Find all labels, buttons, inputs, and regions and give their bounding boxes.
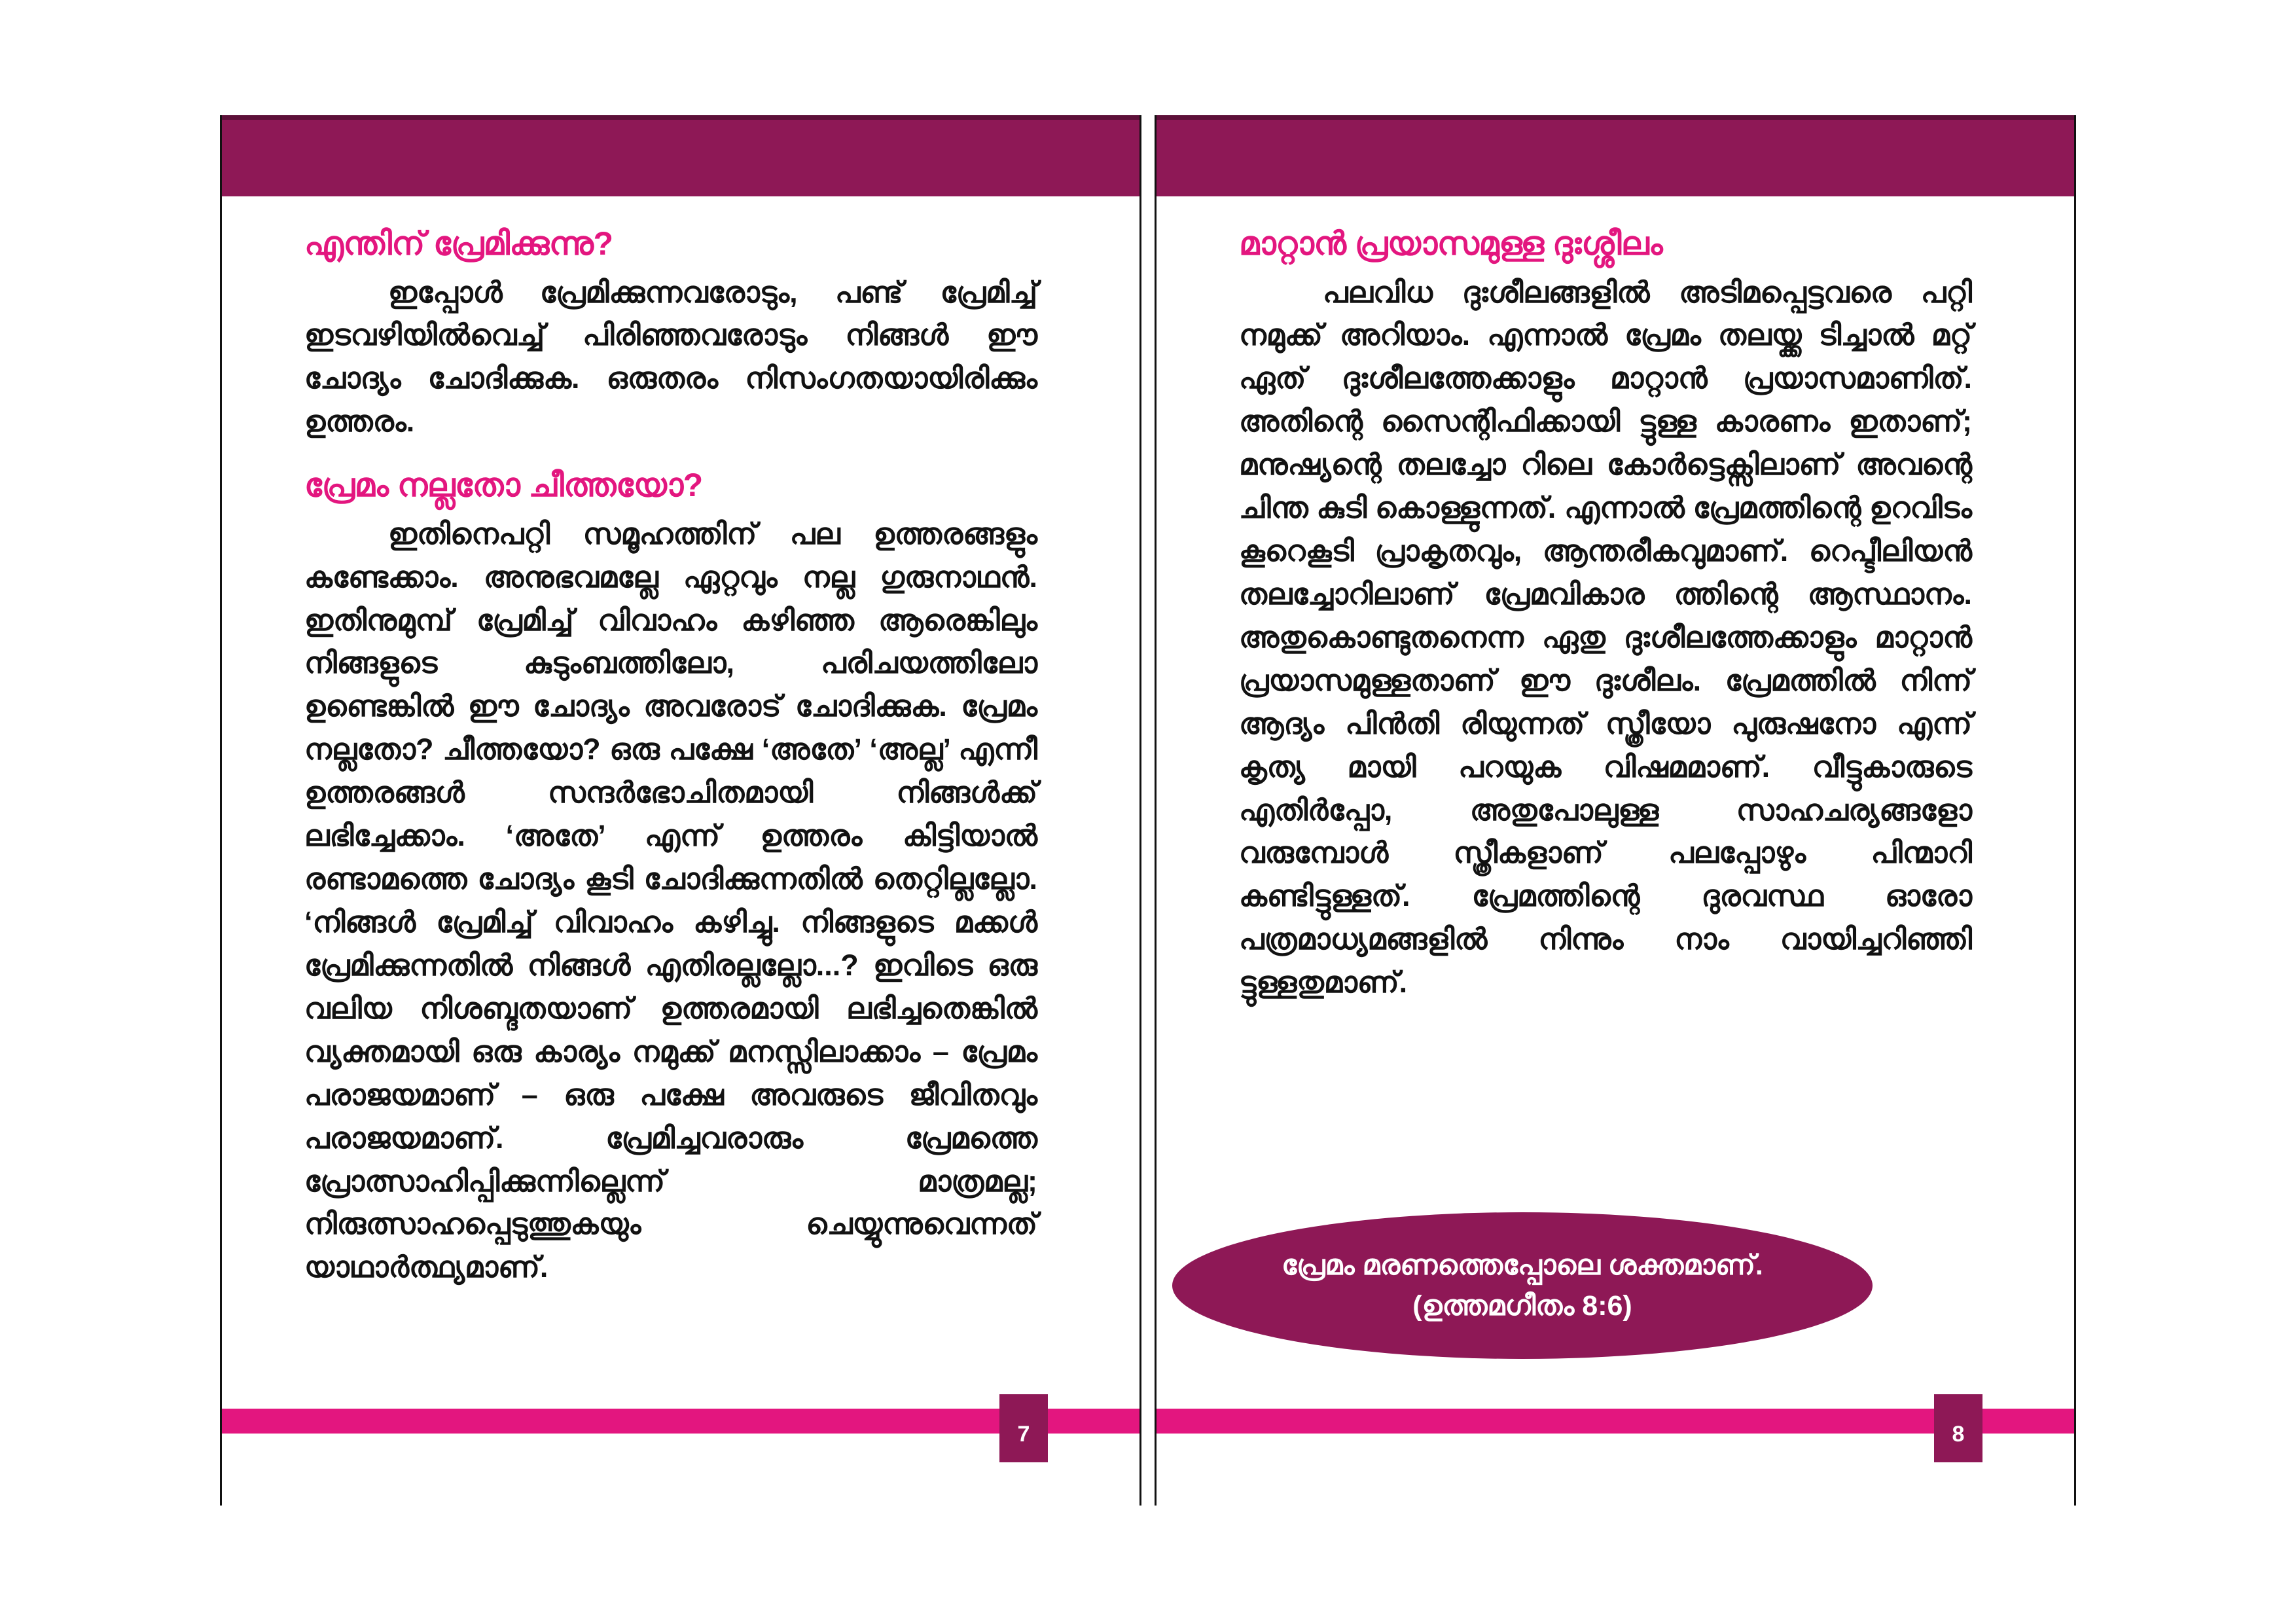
spine-gap bbox=[1141, 115, 1155, 1506]
scripture-callout bbox=[1172, 1212, 1873, 1359]
header-band-right bbox=[1157, 115, 2074, 196]
page-number-box-left bbox=[999, 1394, 1048, 1462]
section-paragraph-love-good-or-bad: ഇതിനെപറ്റി സമൂഹത്തിന് പല ഉത്തരങ്ങളും കണ്ടേക്കാം. അനുഭവമല്ലേ ഏറ്റവും നല്ല ഗുരുനാഥൻ. ഇതിനുമുമ്പ് പ്രേമിച്ച് വിവാഹം കഴിഞ്ഞ ആരെങ്കിലും നിങ്ങളുടെ കുടുംബത്തിലോ, പരിചയത്തിലോ ഉണ്ടെങ്കിൽ ഈ ചോദ്യം അവരോട് ചോദിക്കുക. പ്രേമം നല്ലതോ? ചീത്തയോ? ഒരു പക്ഷേ ‘അതേ’ ‘അല്ല’ എന്നീ ഉത്തരങ്ങൾ സന്ദർഭോചിതമായി നിങ്ങൾക്ക് ലഭിച്ചേക്കാം. ‘അതേ’ എന്ന് ഉത്തരം കിട്ടിയാൽ രണ്ടാമത്തെ ചോദ്യം കൂടി ചോദിക്കുന്നതിൽ തെറ്റില്ലല്ലോ. ‘നിങ്ങൾ പ്രേമിച്ച് വിവാഹം കഴിച്ചു. നിങ്ങളുടെ മക്കൾ പ്രേമിക്കുന്നതിൽ നിങ്ങൾ എതിരല്ലല്ലോ...? ഇവിടെ ഒരു വലിയ നിശബ്ദതയാണ് ഉത്തരമായി ലഭിച്ചതെങ്കിൽ വ്യക്തമായി ഒരു കാര്യം നമുക്ക് മനസ്സിലാക്കാം – പ്രേമം പരാജയമാണ് – ഒരു പക്ഷേ അവരുടെ ജീവിതവും പരാജയമാണ്. പ്രേമിച്ചവരാരും പ്രേമത്തെ പ്രോത്സാഹിപ്പിക്കുന്നില്ലെന്ന് മാത്രമല്ല; നിരുത്സാഹപ്പെടുത്തുകയും ചെയ്യുന്നുവെന്നത് യാഥാർത്ഥ്യമാണ്. bbox=[304, 516, 1037, 1284]
header-band-left bbox=[222, 115, 1139, 196]
page-right bbox=[1155, 115, 2076, 1506]
callout-oval-shape bbox=[1172, 1212, 1873, 1359]
page-number-box-right bbox=[1934, 1394, 1982, 1462]
section-heading-why-love: എന്തിന് പ്രേമിക്കുന്നു? bbox=[304, 225, 613, 262]
section-paragraph-hard-to-change-habit: പലവിധ ദുഃശീലങ്ങളിൽ അടിമപ്പെട്ടവരെ പറ്റി നമുക്ക് അറിയാം. എന്നാൽ പ്രേമം തലയ്ക്ക ടിച്ചാൽ മറ്റ് ഏത് ദുഃശീലത്തേക്കാളും മാറ്റാൻ പ്രയാസമാണിത്. അതിന്റെ സൈന്റിഫിക്കായി ട്ടുള്ള കാരണം ഇതാണ്; മനുഷ്യന്റെ തലച്ചോ റിലെ കോർട്ടെക്സിലാണ് അവന്റെ ചിന്ത കുടി കൊള്ളുന്നത്. എന്നാൽ പ്രേമത്തിന്റെ ഉറവിടം കൂറെകൂടി പ്രാകൃതവും, ആന്തരീകവുമാണ്. റെപ്ടീലിയൻ തലച്ചോറിലാണ് പ്രേമവികാര ത്തിന്റെ ആസ്ഥാനം. അതുകൊണ്ടുതനെന്ന ഏതു ദുഃശീലത്തേക്കാളും മാറ്റാൻ പ്രയാസമുള്ളതാണ് ഈ ദുഃശീലം. പ്രേമത്തിൽ നിന്ന് ആദ്യം പിൻതി രിയുന്നത് സ്ത്രീയോ പുരുഷനോ എന്ന് കൃത്യ മായി പറയുക വിഷമമാണ്. വീട്ടുകാരുടെ എതിർപ്പോ, അതുപോലുള്ള സാഹചര്യങ്ങളോ വരുമ്പോൾ സ്ത്രീകളാണ് പലപ്പോഴും പിന്മാറി കണ്ടിട്ടുള്ളത്. പ്രേമത്തിന്റെ ദുരവസ്ഥ ഓരോ പത്രമാധ്യമങ്ങളിൽ നിന്നും നാം വായിച്ചറിഞ്ഞി ട്ടുള്ളതുമാണ്. bbox=[1239, 275, 1972, 1000]
section-heading-hard-to-change-habit: മാറ്റാൻ പ്രയാസമുള്ള ദുഃശ്ശീലം bbox=[1239, 225, 1663, 262]
page-left-content bbox=[304, 196, 1037, 1394]
callout-quote-text: പ്രേമം മരണത്തെപ്പോലെ ശക്തമാണ്. bbox=[1282, 1249, 1763, 1281]
page-left bbox=[220, 115, 1141, 1506]
page-number-left: 7 bbox=[1017, 1422, 1030, 1447]
callout-reference-text: (ഉത്തമഗീതം 8:6) bbox=[1412, 1290, 1632, 1322]
section-heading-love-good-or-bad: പ്രേമം നല്ലതോ ചീത്തയോ? bbox=[304, 467, 703, 504]
page-number-right: 8 bbox=[1952, 1422, 1965, 1447]
section-paragraph-why-love: ഇപ്പോൾ പ്രേമിക്കുന്നവരോടും, പണ്ട് പ്രേമിച്ച് ഇടവഴിയിൽവെച്ച് പിരിഞ്ഞവരോടും നിങ്ങൾ ഈ ചോദ്യം ചോദിക്കുക. ഒരുതരം നിസംഗതയായിരിക്കും ഉത്തരം. bbox=[304, 275, 1037, 439]
booklet-spread bbox=[220, 115, 2076, 1506]
